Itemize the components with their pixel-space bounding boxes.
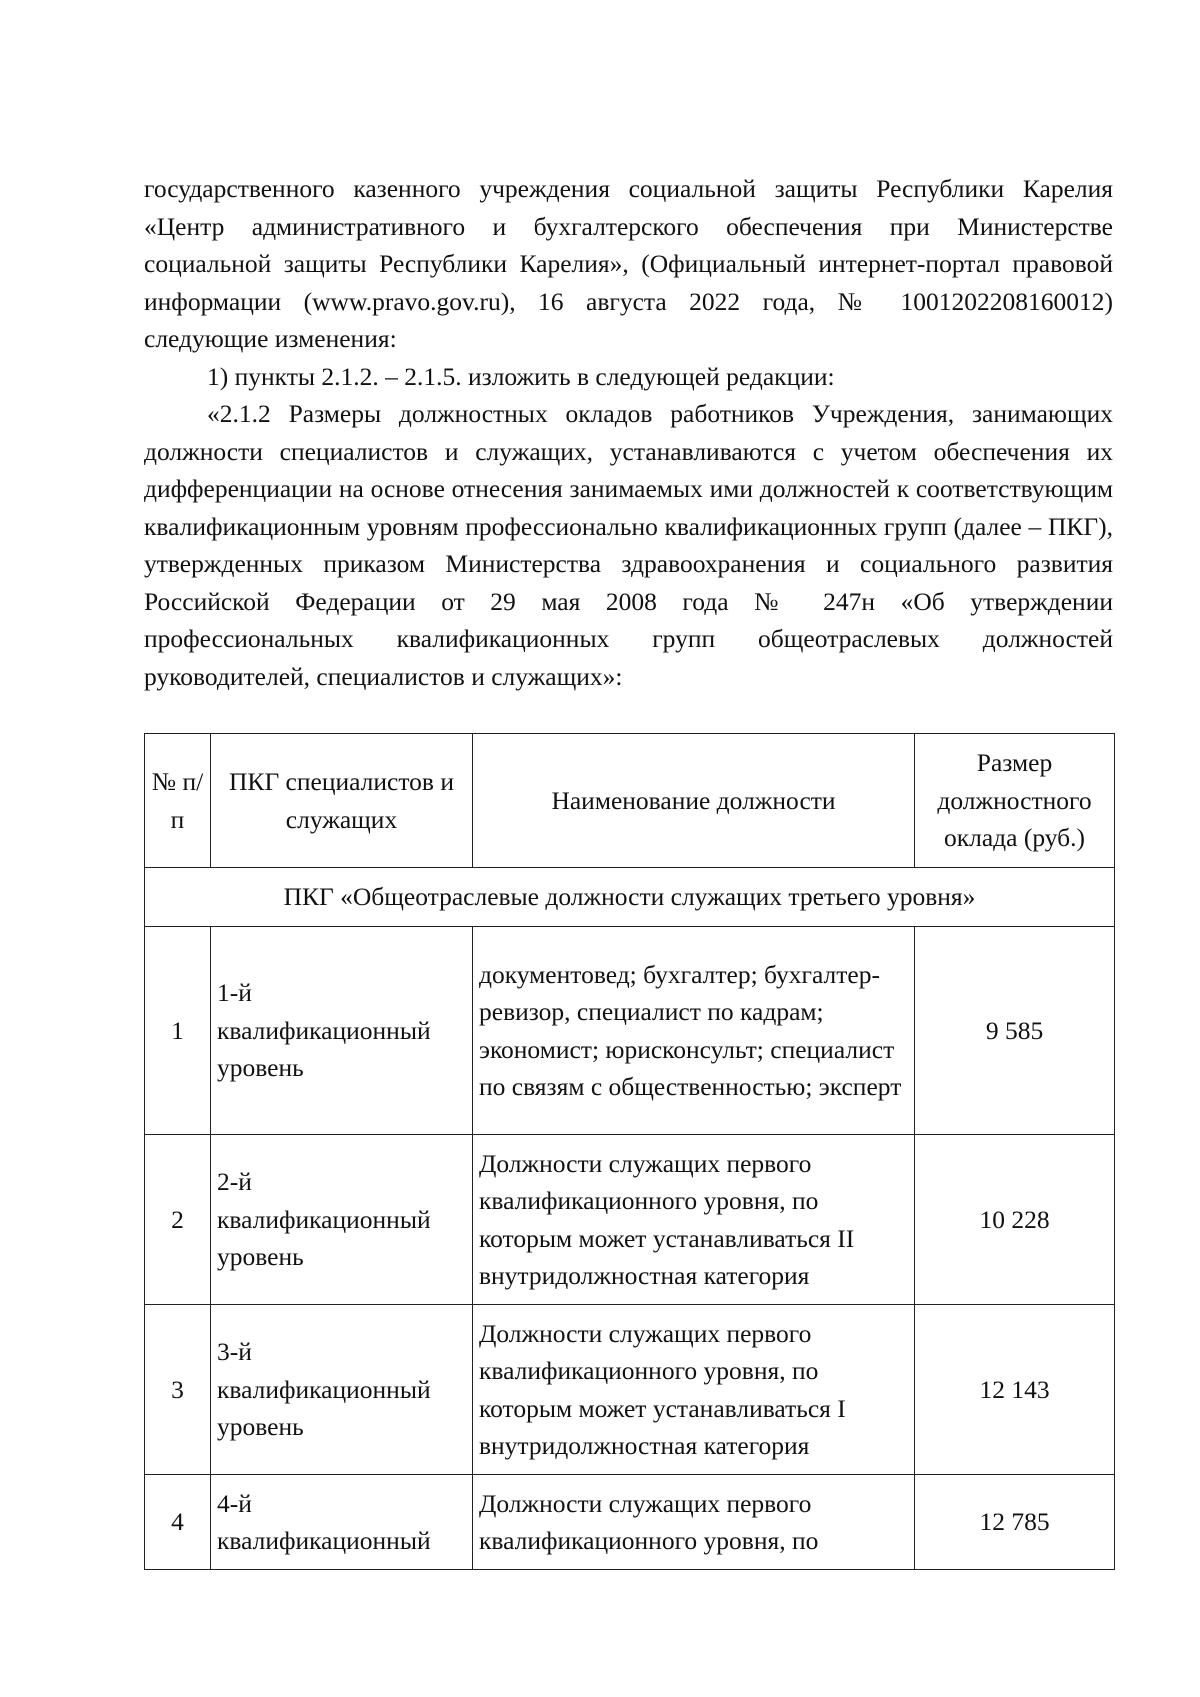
row-num: 1 — [145, 927, 211, 1135]
row-salary: 12 785 — [915, 1475, 1115, 1570]
table-row — [145, 1475, 1115, 1570]
row-positions: Должности служащих первого квалификационного уровня, по — [473, 1475, 915, 1570]
document-body — [144, 170, 1113, 695]
row-positions: Должности служащих первого квалификационного уровня, по которым может устанавливаться II внутридолжностная категория — [473, 1135, 915, 1305]
header-salary: Размер должностного оклада (руб.) — [915, 734, 1115, 868]
row-positions: документовед; бухгалтер; бухгалтер-ревизор, специалист по кадрам; экономист; юрисконсульт; специалист по связям с общественностью; эксперт — [473, 927, 915, 1135]
header-num: № п/п — [145, 734, 211, 868]
header-position: Наименование должности — [473, 734, 915, 868]
item-2-1-2-paragraph: «2.1.2 Размеры должностных окладов работников Учреждения, занимающих должности специалистов и служащих, устанавливаются с учетом обеспечения их дифференциации на основе отнесения занимаемых ими должностей к соответствующим квалификационным уровням профессионально квалификационных групп (далее – ПКГ), утвержденных приказом Министерства здравоохранения и социального развития Российской Федерации от 29 мая 2008 года № 247н «Об утверждении профессиональных квалификационных групп общеотраслевых должностей руководителей, специалистов и служащих»: — [144, 399, 1113, 691]
salary-table — [144, 733, 1115, 1570]
table-row — [145, 927, 1115, 1135]
row-positions: Должности служащих первого квалификационного уровня, по которым может устанавливаться I внутридолжностная категория — [473, 1305, 915, 1475]
intro-paragraph: государственного казенного учреждения социальной защиты Республики Карелия «Центр административного и бухгалтерского обеспечения при Министерстве социальной защиты Республики Карелия», (Официальный интернет-портал правовой информации (www.pravo.gov.ru), 16 августа 2022 года, № 1001202208160012) следующие изменения: — [144, 174, 1113, 353]
row-salary: 12 143 — [915, 1305, 1115, 1475]
group-title: ПКГ «Общеотраслевые должности служащих третьего уровня» — [145, 868, 1115, 927]
header-pkg: ПКГ специалистов и служащих — [211, 734, 473, 868]
row-num: 3 — [145, 1305, 211, 1475]
row-level: 3-й квалификационный уровень — [211, 1305, 473, 1475]
table-row — [145, 1305, 1115, 1475]
row-num: 2 — [145, 1135, 211, 1305]
row-level: 4-й квалификационный — [211, 1475, 473, 1570]
row-num: 4 — [145, 1475, 211, 1570]
table-header-row — [145, 734, 1115, 868]
table-row — [145, 1135, 1115, 1305]
item-1-paragraph: 1) пункты 2.1.2. – 2.1.5. изложить в следующей редакции: — [207, 361, 835, 391]
group-title-row — [145, 868, 1115, 927]
row-level: 1-й квалификационный уровень — [211, 927, 473, 1135]
row-salary: 10 228 — [915, 1135, 1115, 1305]
row-level: 2-й квалификационный уровень — [211, 1135, 473, 1305]
row-salary: 9 585 — [915, 927, 1115, 1135]
